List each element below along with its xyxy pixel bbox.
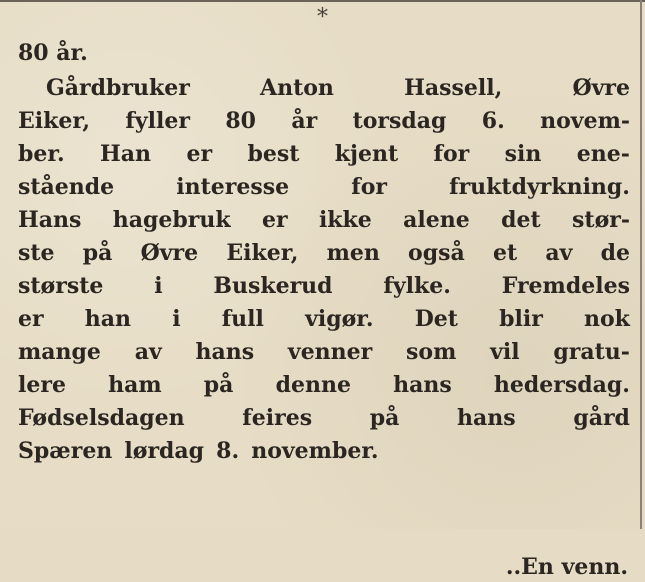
word: hans (195, 339, 255, 365)
word: et (492, 240, 518, 266)
word: gratu- (553, 339, 630, 365)
word: vigør. (305, 306, 374, 332)
word: venner (287, 339, 373, 365)
word: av (545, 240, 573, 266)
word: fylke. (383, 273, 451, 299)
word: interesse (176, 174, 290, 200)
word: hagebruk (112, 207, 231, 233)
text-line (18, 72, 630, 105)
text-line (18, 435, 630, 468)
word: på (369, 405, 400, 431)
word: for (351, 174, 388, 200)
word: største (18, 273, 104, 299)
word: år (291, 108, 318, 134)
text-line (18, 303, 630, 336)
word: Gårdbruker (46, 75, 190, 101)
text-line (18, 402, 630, 435)
word: Øvre (140, 240, 199, 266)
word: Hassell, (404, 75, 503, 101)
text-line (18, 369, 630, 402)
word: kjent (334, 141, 399, 167)
word: Eiker, (18, 108, 91, 134)
word: Han (100, 141, 152, 167)
word: ham (108, 372, 162, 398)
word: Øvre (572, 75, 630, 101)
word: han (84, 306, 132, 332)
word: best (247, 141, 300, 167)
word: Fødselsdagen (18, 405, 185, 431)
word: hans (393, 372, 452, 398)
column-rule (640, 0, 642, 529)
word: for (433, 141, 470, 167)
text-line (18, 204, 630, 237)
word: gård (573, 405, 630, 431)
word: på (82, 240, 113, 266)
word: blir (499, 306, 543, 332)
text-line (18, 171, 630, 204)
word: Buskerud (213, 273, 333, 299)
word: stør- (572, 207, 630, 233)
word: Fremdeles (501, 273, 630, 299)
word: Hans (18, 207, 82, 233)
word: 8. (216, 438, 240, 464)
word: er (261, 207, 288, 233)
article-signature: ..En venn. (505, 554, 628, 580)
ornament-asterisk: * (317, 5, 328, 30)
word: feires (242, 405, 313, 431)
word: lørdag (124, 438, 205, 464)
word: torsdag (352, 108, 447, 134)
word: Anton (260, 75, 334, 101)
word: 6. (481, 108, 505, 134)
word: også (408, 240, 465, 266)
word: november. (251, 438, 379, 464)
text-line (18, 336, 630, 369)
word: full (221, 306, 264, 332)
article-body (18, 72, 630, 580)
word: hans (457, 405, 516, 431)
word: denne (275, 372, 351, 398)
word: men (326, 240, 380, 266)
text-line (18, 105, 630, 138)
top-rule (0, 0, 645, 2)
word: som (406, 339, 457, 365)
word: novem- (540, 108, 630, 134)
word: sin (504, 141, 542, 167)
word: lere (18, 372, 66, 398)
word: ber. (18, 141, 65, 167)
word: stående (18, 174, 115, 200)
word: de (600, 240, 630, 266)
word: Det (414, 306, 458, 332)
word: på (203, 372, 234, 398)
word: Spæren (18, 438, 113, 464)
word: alene (403, 207, 470, 233)
word: av (134, 339, 162, 365)
word: vil (490, 339, 520, 365)
word: er (186, 141, 213, 167)
word: ikke (318, 207, 372, 233)
word: fruktdyrkning. (449, 174, 630, 200)
word: i (172, 306, 181, 332)
word: Eiker, (226, 240, 299, 266)
word: 80 (225, 108, 256, 134)
text-line (18, 270, 630, 303)
word: ste (18, 240, 55, 266)
word: hedersdag. (493, 372, 630, 398)
word: ene- (576, 141, 630, 167)
article-title: 80 år. (18, 40, 88, 66)
word: fyller (125, 108, 190, 134)
word: nok (583, 306, 630, 332)
word: er (18, 306, 44, 332)
word: mange (18, 339, 101, 365)
word: i (154, 273, 163, 299)
word: det (501, 207, 541, 233)
text-line (18, 237, 630, 270)
text-line (18, 138, 630, 171)
